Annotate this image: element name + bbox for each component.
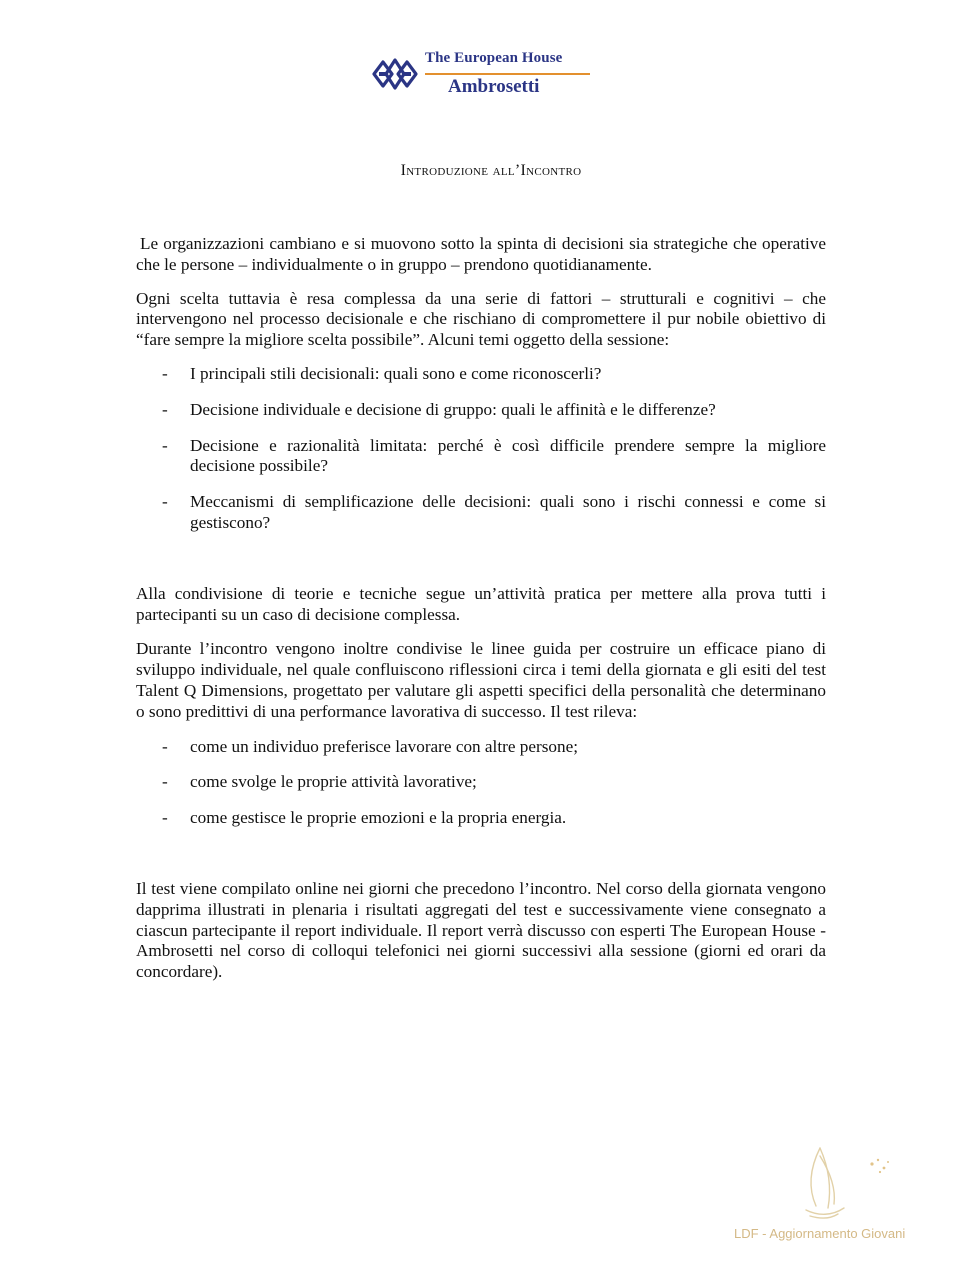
dash-bullet: - — [162, 435, 168, 455]
test-items-list — [136, 737, 826, 829]
list-item: - Decisione e razionalità limitata: perché è così difficile prendere sempre la migliore decisione possibile? — [162, 435, 826, 476]
list-item: - come gestisce le proprie emozioni e la propria energia. — [162, 808, 567, 828]
list-item: - Meccanismi di semplificazione delle decisioni: quali sono i rischi connessi e come si gestiscono? — [162, 492, 826, 532]
dash-bullet: - — [162, 363, 168, 383]
document-body — [136, 234, 826, 983]
logo-text-secondary: Ambrosetti — [448, 76, 540, 97]
list-item: - come un individuo preferisce lavorare con altre persone; — [162, 736, 578, 756]
footer-label: LDF - Aggiornamento Giovani — [734, 1226, 906, 1241]
dash-bullet: - — [162, 736, 168, 756]
sailboat-logo-icon — [798, 1142, 894, 1222]
intro-paragraph-2: Ogni scelta tuttavia è resa complessa da una serie di fattori – strutturali e cognitivi – che intervengono nel processo decisionale e che rischiano di compromettere il pur nobile obiettivo di “fare sempre la migliore scelta possibile”. Alcuni temi oggetto della sessione: — [136, 288, 826, 350]
intro-paragraph-1: Le organizzazioni cambiano e si muovono sotto la spinta di decisioni sia strategiche che operative che le persone – individualmente o in gruppo – prendono quotidianamente. — [136, 234, 826, 274]
logo-text-primary: The European House — [425, 50, 563, 66]
list-item: - Decisione individuale e decisione di gruppo: quali le affinità e le differenze? — [162, 399, 716, 419]
activity-paragraph: Alla condivisione di teorie e tecniche segue un’attività pratica per mettere alla prova tutti i partecipanti su un caso di decisione complessa. — [136, 583, 826, 624]
dash-bullet: - — [162, 772, 168, 792]
topics-list — [136, 364, 826, 534]
final-paragraph: Il test viene compilato online nei giorni che precedono l’incontro. Nel corso della giornata vengono dapprima illustrati in plenaria i risultati aggregati del test e successivamente viene consegnato a ciascun partecipante il report individuale. Il report verrà discusso con esperti The European House - Ambrosetti nel corso di colloqui telefonici nei giorni successivi alla sessione (giorni ed orari da concordare). — [136, 878, 826, 982]
list-item: - come svolge le proprie attività lavorative; — [162, 772, 477, 792]
dash-bullet: - — [162, 399, 168, 419]
ambrosetti-logo-icon — [370, 52, 420, 96]
dash-bullet: - — [162, 492, 168, 512]
company-logo — [370, 50, 600, 102]
dash-bullet: - — [162, 808, 168, 828]
list-item: - I principali stili decisionali: quali sono e come riconoscerli? — [162, 363, 602, 383]
development-plan-paragraph: Durante l’incontro vengono inoltre condivise le linee guida per costruire un efficace piano di sviluppo individuale, nel quale confluiscono riflessioni circa i temi della giornata e gli esiti del test Talent Q Dimensions, progettato per valutare gli aspetti specifici della personalità che determinano o sono predittivi di una performance lavorativa di successo. Il test rileva: — [136, 639, 826, 721]
page-title: Introduzione all’Incontro — [400, 162, 582, 179]
logo-divider — [425, 73, 590, 75]
